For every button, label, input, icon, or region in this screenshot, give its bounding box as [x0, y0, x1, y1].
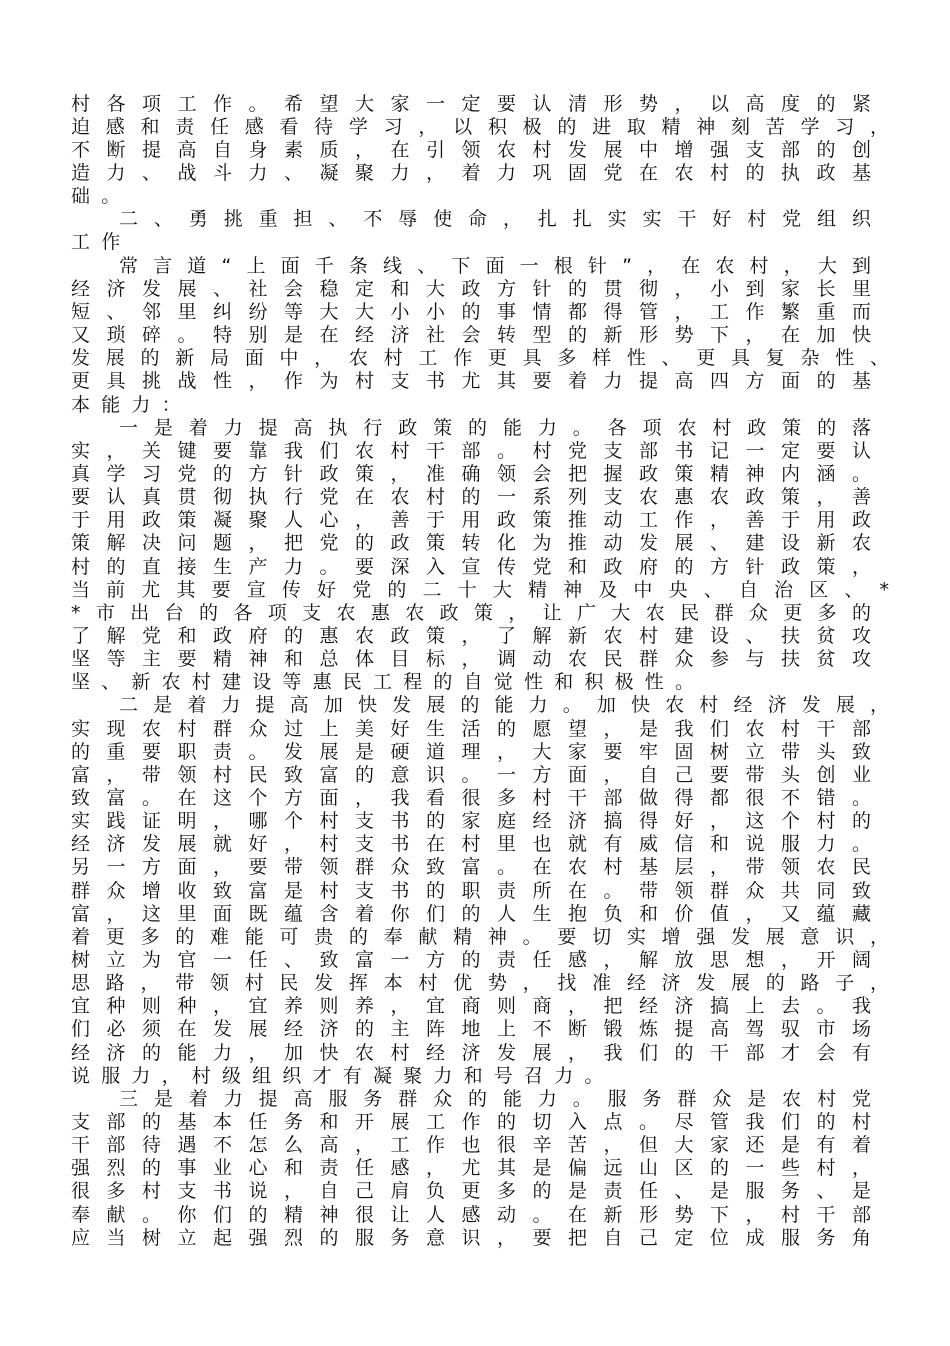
- text-line: 实，关键要靠我们农村干部。村党支部书记一定要认: [71, 440, 871, 462]
- text-line: 富，带领村民致富的意识。一方面，自己要带头创业: [71, 764, 871, 786]
- text-line: 真学习党的方针政策，准确领会把握政策精神内涵。: [71, 463, 871, 485]
- text-line: 村的直接生产力。要深入宣传党和政府的方针政策，: [71, 556, 871, 578]
- text-line: 村各项工作。希望大家一定要认清形势，以高度的紧: [71, 93, 871, 115]
- text-line: 很多村支书说，自己肩负更多的是责任、是服务、是: [71, 1180, 871, 1202]
- text-line: 发展的新局面中，农村工作更具多样性、更具复杂性、: [71, 347, 889, 369]
- text-line: 二是着力提高加快发展的能力。加快农村经济发展，: [119, 694, 889, 716]
- text-line: 经济的能力，加快农村经济发展，我们的干部才会有: [71, 1042, 871, 1064]
- text-line: 于用政策凝聚人心，善于用政策推动工作，善于用政: [71, 509, 871, 531]
- text-line: 说服力，村级组织才有凝聚力和号召力。: [71, 1065, 615, 1087]
- text-line: 干部待遇不怎么高，工作也很辛苦，但大家还是有着: [71, 1134, 871, 1156]
- text-line: 短、邻里纠纷等大大小小的事情都得管，工作繁重而: [71, 301, 871, 323]
- section-heading: 二、勇挑重担、不辱使命，扎扎实实干好村党组织: [119, 208, 871, 230]
- text-line: 迫感和责任感看待学习，以积极的进取精神刻苦学习，: [71, 116, 889, 138]
- text-line: 本能力：: [71, 394, 192, 416]
- text-line: 经济发展就好，村支书在村里也就有威信和说服力。: [71, 833, 871, 855]
- text-line: 另一方面，要带领群众致富。在农村基层，带领农民: [71, 856, 871, 878]
- text-line: 群众增收致富是村支书的职责所在。带领群众共同致: [71, 880, 871, 902]
- text-line: 着更多的难能可贵的奉献精神。要切实增强发展意识，: [71, 926, 889, 948]
- text-line: 树立为官一任、致富一方的责任感，解放思想，开阔: [71, 949, 871, 971]
- text-line: 坚、新农村建设等惠民工程的自觉性和积极性。: [71, 671, 706, 693]
- text-line: 富，这里面既蕴含着你们的人生抱负和价值，又蕴藏: [71, 903, 871, 925]
- text-line: *市出台的各项支农惠农政策，让广大农民群众更多的: [71, 602, 871, 624]
- text-line: 奉献。你们的精神很让人感动。在新形势下，村干部: [71, 1204, 871, 1226]
- text-line: 造力、战斗力、凝聚力，着力巩固党在农村的执政基: [71, 162, 871, 184]
- text-line: 坚等主要精神和总体目标，调动农民群众参与扶贫攻: [71, 648, 871, 670]
- text-line: 实践证明，哪个村支书的家庭经济搞得好，这个村的: [71, 810, 871, 832]
- text-line: 策解决问题，把党的政策转化为推动发展、建设新农: [71, 532, 871, 554]
- section-heading: 工作: [71, 231, 132, 253]
- text-line: 常言道“上面千条线、下面一根针”，在农村，大到: [119, 255, 871, 277]
- text-line: 强烈的事业心和责任感，尤其是偏远山区的一些村，: [71, 1157, 871, 1179]
- text-line: 了解党和政府的惠农政策，了解新农村建设、扶贫攻: [71, 625, 871, 647]
- text-line: 一是着力提高执行政策的能力。各项农村政策的落: [119, 417, 871, 439]
- text-line: 三是着力提高服务群众的能力。服务群众是农村党: [119, 1088, 871, 1110]
- text-line: 不断提高自身素质，在引领农村发展中增强支部的创: [71, 139, 871, 161]
- text-line: 要认真贯彻执行党在农村的一系列支农惠农政策，善: [71, 486, 871, 508]
- text-line: 思路，带领村民发挥本村优势，找准经济发展的路子，: [71, 972, 889, 994]
- text-line: 实现农村群众过上美好生活的愿望，是我们农村干部: [71, 718, 871, 740]
- text-line: 础。: [71, 185, 132, 207]
- text-line: 的重要职责。发展是硬道理，大家要牢固树立带头致: [71, 741, 871, 763]
- text-line: 经济发展、社会稳定和大政方针的贯彻，小到家长里: [71, 278, 871, 300]
- text-line: 支部的基本任务和开展工作的切入点。尽管我们的村: [71, 1111, 871, 1133]
- text-line: 当前尤其要宣传好党的二十大精神及中央、自治区、*: [71, 579, 889, 601]
- text-line: 们必须在发展经济的主阵地上不断锻炼提高驾驭市场: [71, 1018, 871, 1040]
- text-line: 宜种则种，宜养则养，宜商则商，把经济搞上去。我: [71, 995, 871, 1017]
- text-line: 又琐碎。特别是在经济社会转型的新形势下，在加快: [71, 324, 871, 346]
- text-line: 应当树立起强烈的服务意识，要把自己定位成服务角: [71, 1227, 871, 1249]
- text-line: 致富。在这个方面，我看很多村干部做得都很不错。: [71, 787, 871, 809]
- text-line: 更具挑战性，作为村支书尤其要着力提高四方面的基: [71, 370, 871, 392]
